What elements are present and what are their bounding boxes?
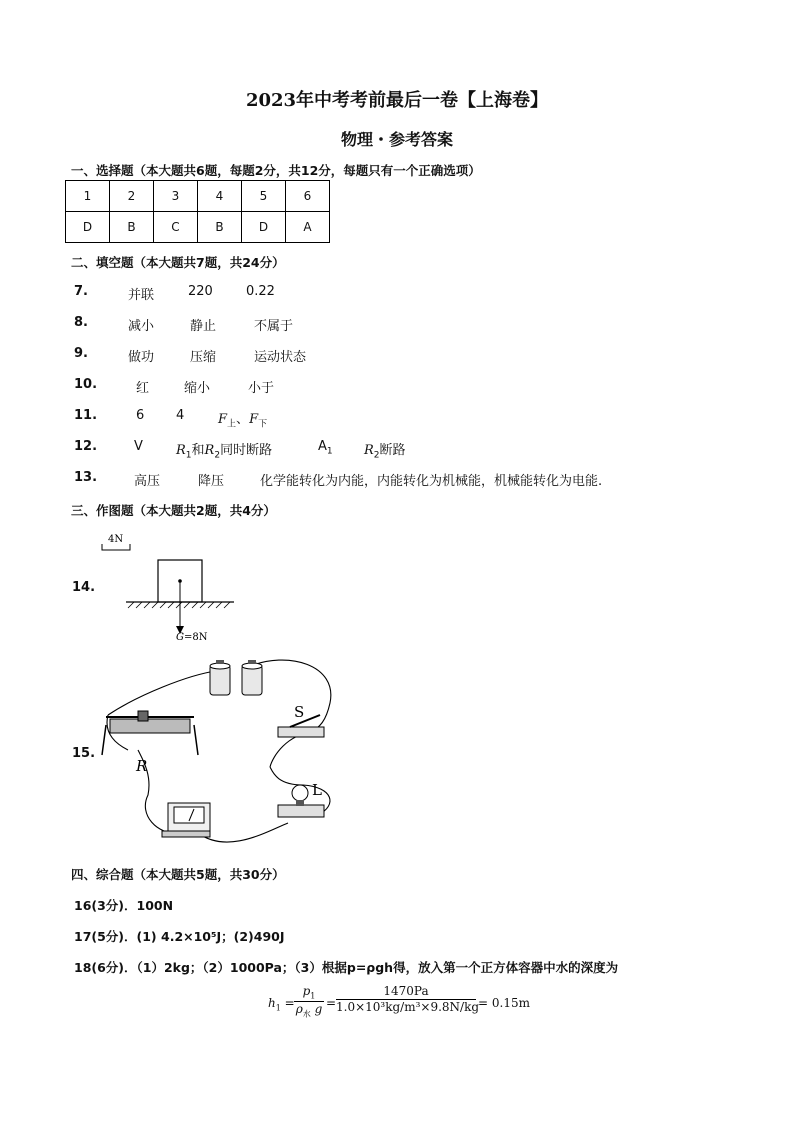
answer-part: 做功 bbox=[128, 350, 155, 365]
subscript: 2 bbox=[373, 450, 380, 461]
answer-part: 4 bbox=[176, 408, 185, 423]
rheostat-label: R bbox=[136, 757, 148, 775]
answer-q17: 17(5分)．(1) 4.2×10⁵J；(2)490J bbox=[74, 929, 285, 944]
answer-part: 减小 bbox=[128, 319, 155, 334]
equals-sign: = bbox=[326, 996, 337, 1010]
answer-part: V bbox=[134, 439, 143, 454]
answer-part: 220 bbox=[188, 284, 213, 299]
answer-part bbox=[364, 439, 406, 461]
table-row bbox=[66, 212, 330, 243]
answer-part: 静止 bbox=[190, 319, 217, 334]
force-symbol: F bbox=[218, 412, 228, 427]
answer-text: 断路 bbox=[379, 443, 406, 458]
answer-cell: A bbox=[286, 212, 330, 243]
resistor-symbol: R bbox=[204, 443, 215, 458]
question-number: 10. bbox=[74, 377, 98, 392]
answer-part: 化学能转化为内能，内能转化为机械能，机械能转化为电能. bbox=[260, 474, 603, 489]
subscript: 下 bbox=[258, 419, 268, 430]
answer-part: 并联 bbox=[128, 288, 155, 303]
subscript: 上 bbox=[227, 419, 237, 430]
question-number: 8. bbox=[74, 315, 88, 330]
answer-part bbox=[318, 439, 333, 457]
page-title: 2023年中考考前最后一卷【上海卷】 bbox=[245, 90, 549, 111]
table-row bbox=[66, 181, 330, 212]
conjunction: 和 bbox=[191, 443, 205, 458]
subscript: 1 bbox=[326, 446, 333, 457]
subscript: 2 bbox=[214, 450, 221, 461]
section-fill-heading: 二、填空题（本大题共7题，共24分） bbox=[71, 255, 285, 270]
formula-lhs: $h_1$ = bbox=[268, 996, 295, 1013]
answer-table bbox=[65, 180, 330, 243]
battery-pack bbox=[210, 660, 262, 695]
lamp-label: L bbox=[312, 781, 322, 799]
answer-part: 缩小 bbox=[184, 381, 211, 396]
answer-text: 同时断路 bbox=[220, 443, 273, 458]
answer-part: 0.22 bbox=[246, 284, 275, 299]
ammeter bbox=[162, 803, 210, 837]
question-number: 12. bbox=[74, 439, 98, 454]
separator: 、 bbox=[236, 412, 250, 427]
answer-cell: D bbox=[242, 212, 286, 243]
question-number: 5 bbox=[242, 181, 286, 212]
question-number: 7. bbox=[74, 284, 88, 299]
depth-formula bbox=[268, 984, 568, 1024]
fraction-2: 1470Pa 1.0×10³kg/m³×9.8N/kg bbox=[336, 984, 480, 1014]
answer-cell: B bbox=[110, 212, 154, 243]
fraction-1: $p_1$ $\rho_水$ g bbox=[295, 984, 323, 1019]
answer-part bbox=[176, 439, 272, 461]
answer-part: 6 bbox=[136, 408, 145, 423]
answer-part bbox=[218, 408, 267, 430]
formula-result: = 0.15m bbox=[478, 996, 530, 1010]
answer-part: 不属于 bbox=[254, 319, 294, 334]
section-drawing-heading: 三、作图题（本大题共2题，共4分） bbox=[71, 503, 276, 518]
page-subtitle: 物理・参考答案 bbox=[340, 130, 453, 149]
question-number: 14. bbox=[72, 580, 96, 595]
answer-cell: B bbox=[198, 212, 242, 243]
resistor-symbol: R bbox=[364, 443, 374, 458]
ground-hatching bbox=[128, 602, 230, 608]
answer-part: 运动状态 bbox=[254, 350, 307, 365]
section-choice-heading: 一、选择题（本大题共6题，每题2分，共12分，每题只有一个正确选项） bbox=[71, 163, 481, 178]
gravity-label: G=8N bbox=[176, 632, 208, 643]
question-number: 3 bbox=[154, 181, 198, 212]
question-number: 2 bbox=[110, 181, 154, 212]
question-number: 1 bbox=[66, 181, 110, 212]
answer-part: 高压 bbox=[134, 474, 161, 489]
answer-q16: 16(3分)．100N bbox=[74, 898, 174, 913]
question-number: 11. bbox=[74, 408, 98, 423]
answer-q18: 18(6分)．（1）2kg；（2）1000Pa；（3）根据p=ρgh得，放入第一个正方体容器中水的深度为 bbox=[74, 960, 619, 975]
answer-part: 小于 bbox=[248, 381, 275, 396]
section-comprehensive-heading: 四、综合题（本大题共5题，共30分） bbox=[71, 867, 285, 882]
answer-part: 红 bbox=[136, 381, 150, 396]
question-number: 6 bbox=[286, 181, 330, 212]
switch-label: S bbox=[294, 703, 305, 721]
force-symbol: F bbox=[249, 412, 259, 427]
resistor-symbol: R bbox=[176, 443, 186, 458]
force-diagram bbox=[96, 528, 246, 648]
answer-part: 降压 bbox=[198, 474, 225, 489]
question-number: 13. bbox=[74, 470, 98, 485]
answer-cell: D bbox=[66, 212, 110, 243]
question-number: 15. bbox=[72, 746, 96, 761]
rheostat bbox=[102, 711, 198, 755]
answer-part: 压缩 bbox=[190, 350, 217, 365]
circuit-diagram bbox=[98, 655, 358, 850]
question-number: 9. bbox=[74, 346, 88, 361]
ammeter-symbol: A bbox=[318, 439, 327, 454]
question-number: 4 bbox=[198, 181, 242, 212]
answer-cell: C bbox=[154, 212, 198, 243]
scale-label: 4N bbox=[108, 534, 124, 545]
subscript: 1 bbox=[185, 450, 192, 461]
